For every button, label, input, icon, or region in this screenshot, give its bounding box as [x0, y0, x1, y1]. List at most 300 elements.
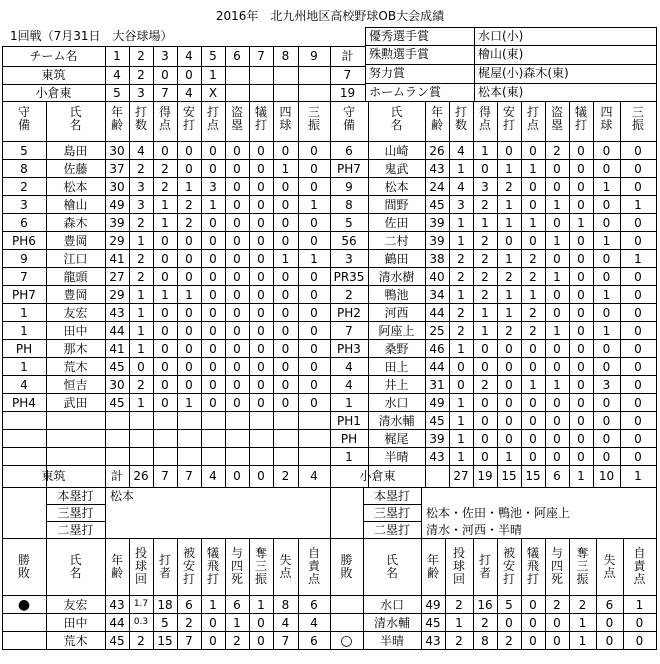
stat-cell: 41 [109, 252, 125, 266]
stat-cell: 0 [137, 360, 145, 374]
position-cell: 4 [345, 360, 353, 374]
pitcher-name: 水口 [379, 598, 404, 612]
player-name: 二村 [384, 234, 409, 248]
pitching-header-right: 与 四 死 [550, 546, 563, 586]
batting-header-right: 四 球 [600, 105, 613, 132]
grid-line [2, 249, 657, 250]
position-cell: PH [340, 432, 358, 446]
stat-cell: 0 [257, 162, 265, 176]
page-title: 2016年 北九州地区高校野球OB大会成績 [215, 9, 445, 23]
player-name: 田中 [63, 324, 88, 338]
xbh-players-left: 松本 [110, 489, 135, 503]
stat-cell: 0 [185, 360, 193, 374]
stat-cell: 0 [209, 252, 217, 266]
pitching-header-left: 失 点 [279, 552, 292, 580]
stat-cell: 0 [602, 198, 611, 212]
stat-cell: 1 [137, 396, 145, 410]
total-cell-left: 4 [209, 469, 217, 483]
pitching-header-left: 投 球 回 [134, 546, 147, 586]
player-name: 清水樹 [378, 270, 415, 284]
pitch-stat-cell: 0 [635, 616, 644, 630]
pitching-header-left: 奪 三 振 [254, 546, 267, 586]
pitch-stat-cell: 8 [281, 598, 290, 612]
grid-line [365, 101, 657, 102]
stat-cell: 0 [553, 306, 561, 320]
pitch-stat-cell: 6 [605, 598, 614, 612]
grid-line [2, 177, 657, 178]
stat-cell: 2 [137, 378, 145, 392]
stat-cell: 0 [257, 216, 265, 230]
grid-line [2, 321, 657, 322]
score-team-name: 小倉東 [35, 86, 72, 100]
stat-cell: 0 [185, 234, 193, 248]
stat-cell: 0 [602, 216, 611, 230]
position-cell: 8 [345, 198, 353, 212]
stat-cell: 0 [209, 162, 217, 176]
position-cell: PH7 [12, 288, 36, 302]
stat-cell: 0 [185, 162, 193, 176]
stat-cell: 0 [481, 396, 489, 410]
stat-cell: 0 [310, 324, 318, 338]
batting-header-left: 氏 名 [69, 105, 82, 132]
stat-cell: 2 [137, 216, 145, 230]
total-cell-left: 4 [310, 469, 318, 483]
grid-line [2, 267, 657, 268]
stat-cell: 0 [233, 396, 241, 410]
stat-cell: 0 [602, 252, 611, 266]
pitch-stat-cell: 2 [505, 634, 513, 648]
pitcher-name: 友宏 [63, 598, 88, 612]
award-name: ホームラン賞 [369, 85, 442, 99]
stat-cell: 1 [529, 288, 537, 302]
stat-cell: 0 [310, 180, 318, 194]
pitch-stat-cell: 45 [109, 634, 125, 648]
grid-line [2, 357, 657, 358]
stat-cell: 1 [505, 306, 513, 320]
position-cell: PH6 [12, 234, 36, 248]
pitch-stat-cell: 1 [257, 598, 265, 612]
stat-cell: 2 [481, 198, 489, 212]
position-cell: 1 [345, 396, 353, 410]
stat-cell: 0 [310, 360, 318, 374]
stat-cell: 0 [634, 360, 642, 374]
total-label: 計 [110, 469, 123, 483]
stat-cell: 2 [457, 324, 465, 338]
stat-cell: 0 [257, 360, 265, 374]
stat-cell: 0 [257, 234, 265, 248]
award-winner: 檜山(東) [478, 47, 524, 61]
total-cell-left: 7 [161, 469, 169, 483]
pitcher-name: 半晴 [379, 634, 404, 648]
pitcher-name: 田中 [63, 616, 88, 630]
stat-cell: 0 [281, 216, 290, 230]
grid-line [2, 649, 657, 650]
stat-cell: 0 [553, 216, 561, 230]
stat-cell: 44 [109, 324, 125, 338]
stat-cell: 0 [257, 342, 265, 356]
stat-cell: 0 [161, 378, 169, 392]
stat-cell: 0 [553, 432, 561, 446]
stat-cell: 0 [209, 144, 217, 158]
stat-cell: 0 [634, 216, 642, 230]
award-winner: 梶屋(小)森木(東) [478, 66, 569, 80]
position-cell: 4 [345, 378, 353, 392]
player-name: 島田 [63, 144, 88, 158]
stat-cell: 0 [577, 234, 585, 248]
player-name: 梶尾 [384, 432, 409, 446]
grid-line [2, 429, 657, 430]
player-name: 森木 [63, 216, 88, 230]
stat-cell: 46 [429, 342, 445, 356]
stat-cell: 0 [634, 180, 642, 194]
pitch-stat-cell: 7 [281, 634, 290, 648]
stat-cell: 2 [505, 180, 513, 194]
stat-cell: 0 [161, 342, 169, 356]
stat-cell: 3 [602, 378, 611, 392]
stat-cell: 0 [553, 288, 561, 302]
stat-cell: 0 [577, 378, 585, 392]
stat-cell: 1 [553, 198, 561, 212]
stat-cell: 45 [109, 360, 125, 374]
grid-line [2, 487, 3, 539]
stat-cell: 0 [553, 396, 561, 410]
pitch-stat-cell: 15 [157, 634, 173, 648]
pitch-stat-cell: 6 [310, 598, 318, 612]
pitching-header-left: 自 責 点 [307, 546, 320, 586]
player-name: 恒吉 [63, 378, 88, 392]
stat-cell: 2 [457, 270, 465, 284]
stat-cell: 0 [577, 270, 585, 284]
stat-cell: 0 [161, 324, 169, 338]
stat-cell: 0 [529, 414, 537, 428]
stat-cell: 1 [457, 450, 465, 464]
stat-cell: 0 [529, 360, 537, 374]
player-name: 松本 [384, 180, 409, 194]
stat-cell: 0 [634, 378, 642, 392]
grid-line [2, 595, 657, 596]
pitch-stat-cell: 7 [185, 634, 193, 648]
grid-line [656, 487, 657, 539]
stat-cell: 1 [505, 198, 513, 212]
score-header-cell: 3 [161, 49, 169, 63]
position-cell: 1 [20, 324, 28, 338]
batting-header-left: 安 打 [182, 105, 195, 132]
stat-cell: 0 [233, 234, 241, 248]
pitch-stat-cell: 0 [529, 616, 537, 630]
stat-cell: 1 [137, 234, 145, 248]
stat-cell: 1 [185, 288, 193, 302]
pitching-header-right: 犠 飛 打 [526, 546, 539, 586]
award-name: 殊勲選手賞 [369, 47, 430, 61]
stat-cell: 0 [257, 378, 265, 392]
stat-cell: 2 [137, 162, 145, 176]
stat-cell: 4 [137, 144, 145, 158]
stat-cell: 0 [529, 198, 537, 212]
stat-cell: 0 [281, 378, 290, 392]
stat-cell: 0 [634, 288, 642, 302]
batting-header-right: 打 点 [526, 105, 539, 132]
stat-cell: 0 [481, 432, 489, 446]
stat-cell: 0 [577, 360, 585, 374]
score-cell: 3 [137, 86, 145, 100]
stat-cell: 27 [109, 270, 125, 284]
stat-cell: 45 [109, 396, 125, 410]
stat-cell: 1 [161, 288, 169, 302]
stat-cell: 3 [481, 180, 489, 194]
stat-cell: 0 [233, 162, 241, 176]
pitch-stat-cell: 0 [209, 616, 217, 630]
stat-cell: 0 [185, 342, 193, 356]
stat-cell: 1 [553, 324, 561, 338]
player-name: 佐藤 [63, 162, 88, 176]
stat-cell: 29 [109, 234, 125, 248]
pitch-stat-cell: 6 [233, 598, 241, 612]
position-cell: 1 [20, 306, 28, 320]
stat-cell: 0 [529, 432, 537, 446]
stat-cell: 0 [577, 450, 585, 464]
score-header-cell: 2 [137, 49, 145, 63]
player-name: 河西 [384, 306, 409, 320]
stat-cell: 0 [257, 288, 265, 302]
stat-cell: 0 [505, 234, 513, 248]
stat-cell: 0 [233, 198, 241, 212]
pitch-stat-cell: 0.3 [133, 617, 149, 627]
stat-cell: 2 [481, 252, 489, 266]
stat-cell: 0 [457, 360, 465, 374]
stat-cell: 0 [529, 342, 537, 356]
score-cell: 4 [185, 86, 193, 100]
stat-cell: 2 [481, 270, 489, 284]
stat-cell: 1 [529, 216, 537, 230]
game-label: 1回戦（7月31日 大谷球場） [10, 29, 173, 43]
stat-cell: 2 [161, 180, 169, 194]
stat-cell: 1 [529, 162, 537, 176]
batting-header-left: 打 点 [206, 105, 219, 132]
pitch-stat-cell: 45 [425, 616, 441, 630]
grid-line [421, 487, 422, 539]
stat-cell: 0 [209, 234, 217, 248]
pitching-header-right: 失 点 [603, 552, 616, 580]
award-winner: 水口(小) [478, 29, 524, 43]
stat-cell: 1 [634, 198, 642, 212]
pitch-stat-cell: 2 [481, 616, 489, 630]
stat-cell: 0 [310, 288, 318, 302]
player-name: 田上 [384, 360, 409, 374]
stat-cell: 0 [161, 396, 169, 410]
stat-cell: 0 [602, 144, 611, 158]
pitch-stat-cell: 0 [635, 634, 644, 648]
stat-cell: 37 [109, 162, 125, 176]
player-name: 桑野 [384, 342, 409, 356]
stat-cell: 45 [429, 198, 445, 212]
stat-cell: 0 [257, 324, 265, 338]
xbh-label-left: 三塁打 [57, 506, 94, 520]
stat-cell: 0 [553, 162, 561, 176]
grid-line [2, 631, 657, 632]
stat-cell: 3 [137, 198, 145, 212]
stat-cell: 0 [505, 360, 513, 374]
stat-cell: 1 [553, 234, 561, 248]
pitching-header-right: 勝 敗 [340, 552, 353, 580]
total-team-left: 東筑 [41, 469, 66, 483]
stat-cell: 0 [602, 306, 611, 320]
pitching-header-right: 被 安 打 [502, 546, 515, 586]
pitch-stat-cell: 0 [257, 616, 265, 630]
grid-line [2, 375, 657, 376]
pitching-header-left: 氏 名 [69, 552, 82, 580]
stat-cell: 0 [577, 162, 585, 176]
stat-cell: 45 [429, 414, 445, 428]
stat-cell: 0 [602, 162, 611, 176]
pitch-stat-cell: 4 [310, 616, 318, 630]
stat-cell: 2 [137, 252, 145, 266]
pitching-header-right: 奪 三 振 [576, 546, 589, 586]
stat-cell: 30 [109, 144, 125, 158]
batting-header-right: 安 打 [502, 105, 515, 132]
total-cell-right: 19 [477, 469, 493, 483]
pitch-stat-cell: 44 [109, 616, 125, 630]
stat-cell: 0 [577, 396, 585, 410]
stat-cell: 0 [634, 270, 642, 284]
stat-cell: 3 [457, 198, 465, 212]
stat-cell: 1 [457, 432, 465, 446]
stat-cell: 0 [209, 306, 217, 320]
stat-cell: 0 [505, 432, 513, 446]
stat-cell: 0 [209, 360, 217, 374]
stat-cell: 0 [577, 432, 585, 446]
stat-cell: 1 [553, 270, 561, 284]
stat-cell: 0 [310, 342, 318, 356]
stat-cell: 0 [481, 450, 489, 464]
stat-cell: 0 [310, 270, 318, 284]
stat-cell: 0 [233, 180, 241, 194]
player-name: 水口 [384, 396, 409, 410]
grid-line [2, 66, 366, 67]
xbh-label-right: 本塁打 [373, 489, 410, 503]
pitch-stat-cell: 0 [505, 616, 513, 630]
pitch-stat-cell: 2 [578, 598, 587, 612]
player-name: 那木 [63, 342, 88, 356]
position-cell: 8 [20, 162, 28, 176]
stat-cell: 0 [209, 378, 217, 392]
score-cell: X [208, 86, 218, 100]
pitch-stat-cell: 18 [157, 598, 173, 612]
stat-cell: 30 [109, 378, 125, 392]
stat-cell: 0 [577, 306, 585, 320]
grid-line [2, 195, 657, 196]
total-cell-right: 15 [501, 469, 517, 483]
win-mark: ○ [340, 633, 353, 649]
stat-cell: 0 [577, 414, 585, 428]
stat-cell: 0 [602, 270, 611, 284]
stat-cell: 1 [457, 216, 465, 230]
grid-line [2, 447, 657, 448]
stat-cell: 0 [281, 342, 290, 356]
stat-cell: 0 [602, 360, 611, 374]
grid-line [46, 504, 106, 505]
total-cell-right: 10 [598, 469, 615, 483]
stat-cell: 0 [577, 342, 585, 356]
grid-line [365, 45, 657, 46]
grid-line [2, 465, 657, 466]
total-cell-left: 26 [133, 469, 149, 483]
stat-cell: 1 [457, 396, 465, 410]
stat-cell: 0 [634, 396, 642, 410]
grid-line [2, 231, 657, 232]
stat-cell: 0 [209, 396, 217, 410]
stat-cell: 1 [505, 162, 513, 176]
pitching-header-left: 年 齢 [110, 552, 123, 580]
stat-cell: 0 [161, 144, 169, 158]
stat-cell: 43 [109, 306, 125, 320]
stat-cell: 0 [634, 306, 642, 320]
stat-cell: 39 [429, 234, 445, 248]
stat-cell: 0 [257, 396, 265, 410]
stat-cell: 2 [185, 198, 193, 212]
stat-cell: 2 [457, 252, 465, 266]
score-header-cell: 5 [209, 49, 217, 63]
position-cell: PH3 [337, 342, 361, 356]
player-name: 井上 [384, 378, 409, 392]
stat-cell: 1 [457, 234, 465, 248]
batting-header-left: 守 備 [17, 105, 30, 132]
grid-line [365, 83, 657, 84]
grid-line [2, 84, 366, 85]
stat-cell: 39 [429, 216, 445, 230]
pitch-stat-cell: 6 [185, 598, 193, 612]
stat-cell: 44 [429, 306, 445, 320]
score-cell: 5 [113, 86, 121, 100]
stat-cell: 0 [310, 396, 318, 410]
stat-cell: 1 [481, 306, 489, 320]
position-cell: 6 [20, 216, 28, 230]
loss-mark: ● [17, 597, 31, 613]
stat-cell: 3 [209, 180, 217, 194]
player-name: 龍頭 [63, 270, 88, 284]
stat-cell: 39 [109, 216, 125, 230]
grid-line [2, 285, 657, 286]
stat-cell: 1 [310, 252, 318, 266]
stat-cell: 2 [161, 162, 169, 176]
stat-cell: 0 [505, 342, 513, 356]
stat-cell: 1 [481, 216, 489, 230]
stat-cell: 0 [209, 270, 217, 284]
stat-cell: 0 [185, 324, 193, 338]
stat-cell: 0 [281, 234, 290, 248]
grid-line [2, 339, 657, 340]
stat-cell: 0 [310, 162, 318, 176]
stat-cell: 0 [310, 216, 318, 230]
stat-cell: 43 [429, 162, 445, 176]
stat-cell: 0 [634, 342, 642, 356]
stat-cell: 1 [602, 324, 611, 338]
position-cell: PH1 [337, 414, 361, 428]
stat-cell: 0 [185, 252, 193, 266]
score-header-cell: 4 [185, 49, 193, 63]
grid-line [2, 303, 657, 304]
stat-cell: 0 [185, 378, 193, 392]
pitch-stat-cell: 0 [529, 598, 537, 612]
batting-header-left: 犠 打 [254, 105, 267, 132]
grid-line [656, 538, 657, 650]
batting-header-right: 打 数 [454, 105, 467, 132]
pitch-stat-cell: 16 [477, 598, 493, 612]
position-cell: 5 [20, 144, 28, 158]
stat-cell: 1 [505, 216, 513, 230]
pitcher-name: 荒木 [63, 634, 88, 648]
pitch-stat-cell: 0 [553, 634, 561, 648]
player-name: 半晴 [384, 450, 409, 464]
